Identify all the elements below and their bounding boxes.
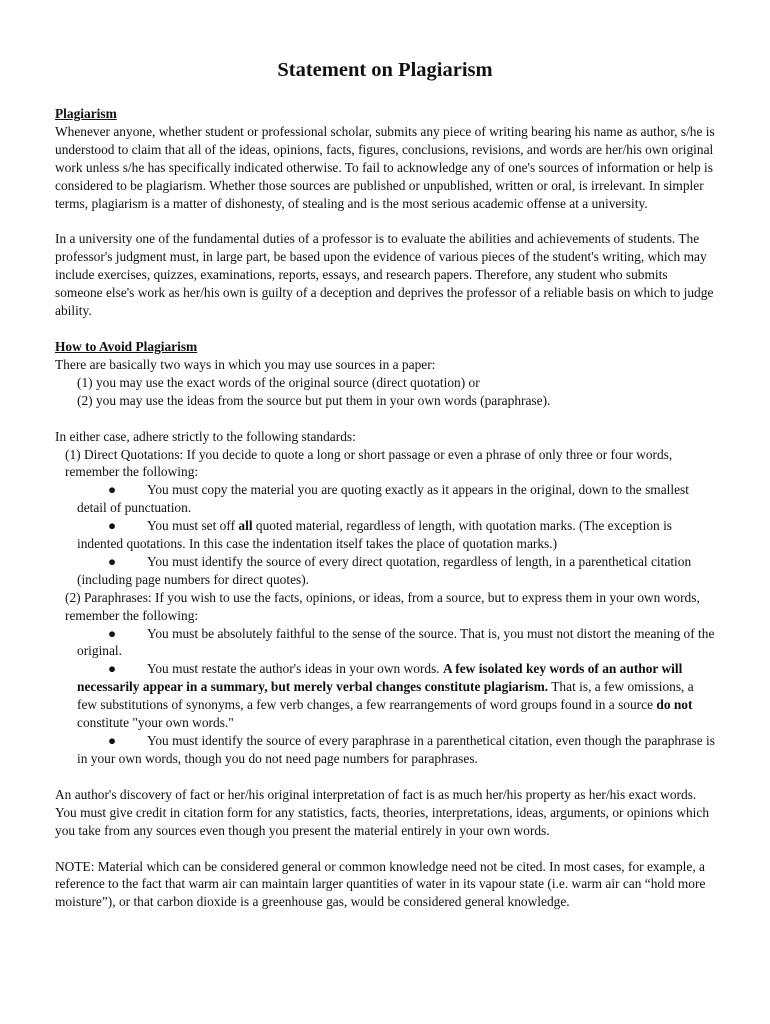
bullet-icon: ●: [107, 625, 117, 641]
bullet-icon: ●: [107, 661, 117, 677]
paragraph-authors-discovery: An author's discovery of fact or her/his original interpretation of fact is as much her/his property as her/his exact words. You must give credit in citation form for any statistics, facts, theories, interpretations, ideas, arguments, or opinions which you take from any sources even though you present the material entirely in your own words.: [55, 786, 710, 838]
paragraph-note: NOTE: Material which can be considered general or common knowledge need not be cited. In most cases, for example, a reference to the fact that warm air can maintain larger quantities of water in its vapour state (i.e. warm air can “hold more moisture”), or that carbon dioxide is a greenhouse gas, would be considered general knowledge.: [55, 858, 706, 910]
document-page: [55, 58, 715, 911]
section-heading-plagiarism: Plagiarism: [55, 106, 117, 121]
paragraph-professor-duties: In a university one of the fundamental duties of a professor is to evaluate the abilities and achievements of students. The professor's judgment must, in large part, be based upon the evidence of various pieces of the student's writing, which may include exercises, quizzes, examinations, reports, essays, and research papers. Therefore, any student who submits someone else's work as her/his own is guilty of a deception and deprives the professor of a reliable basis on which to judge ability.: [55, 231, 714, 319]
bullet-icon: ●: [107, 518, 117, 534]
list-item-dq-3: ● You must identify the source of every direct quotation, regardless of length, in a parenthetical citation (including page numbers for direct quotes).: [77, 553, 692, 587]
paragraph-definition: Whenever anyone, whether student or professional scholar, submits any piece of writing bearing his name as author, s/he is understood to claim that all of the ideas, opinions, facts, figures, conclusions, revisions, and words are her/his own original work unless s/he has specifically indicated otherwise. To fail to acknowledge any of one's sources of information or help is considered to be plagiarism. Whether those sources are published or unpublished, written or oral, is irrelevant. In simpler terms, plagiarism is a matter of dishonesty, of stealing and is the most serious academic offense at a university.: [55, 123, 715, 211]
bullet-icon: ●: [107, 553, 117, 569]
list-item-way-2: (2) you may use the ideas from the source but put them in your own words (paraphrase).: [77, 392, 551, 408]
paragraph-two-ways: There are basically two ways in which you may use sources in a paper:: [55, 356, 436, 372]
paragraph-standards: In either case, adhere strictly to the following standards:: [55, 428, 356, 444]
list-item-way-1: (1) you may use the exact words of the original source (direct quotation) or: [77, 374, 480, 390]
paraphrases-intro: (2) Paraphrases: If you wish to use the facts, opinions, or ideas, from a source, but to express them in your own words, remember the following:: [65, 589, 700, 623]
list-item-pp-3: ● You must identify the source of every paraphrase in a parenthetical citation, even though the paraphrase is in your own words, though you do not need page numbers for paraphrases.: [77, 733, 715, 766]
list-item-pp-1: ● You must be absolutely faithful to the sense of the source. That is, you must not distort the meaning of the original.: [77, 625, 715, 659]
list-item-dq-1: ● You must copy the material you are quoting exactly as it appears in the original, down to the smallest detail of punctuation.: [77, 482, 689, 516]
page-title: Statement on Plagiarism: [277, 59, 493, 81]
list-item-pp-2: ● You must restate the author's ideas in your own words. A few isolated key words of an author will necessarily appear in a summary, but merely verbal changes constitute plagiarism. That is, a few omissions, a few substitutions of synonyms, a few verb changes, a few rearrangements of word groups found in a source do not constitute "your own words.": [77, 661, 694, 731]
list-item-dq-2: ● You must set off all quoted material, regardless of length, with quotation marks. (The exception is indented quotations. In this case the indentation itself takes the place of quotation marks.): [77, 518, 673, 552]
section-heading-how-to-avoid: How to Avoid Plagiarism: [55, 338, 198, 354]
direct-quotations-intro: (1) Direct Quotations: If you decide to quote a long or short passage or even a phrase of only three or four words, remember the following:: [65, 446, 673, 480]
bullet-icon: ●: [107, 482, 117, 498]
bullet-icon: ●: [107, 733, 117, 748]
